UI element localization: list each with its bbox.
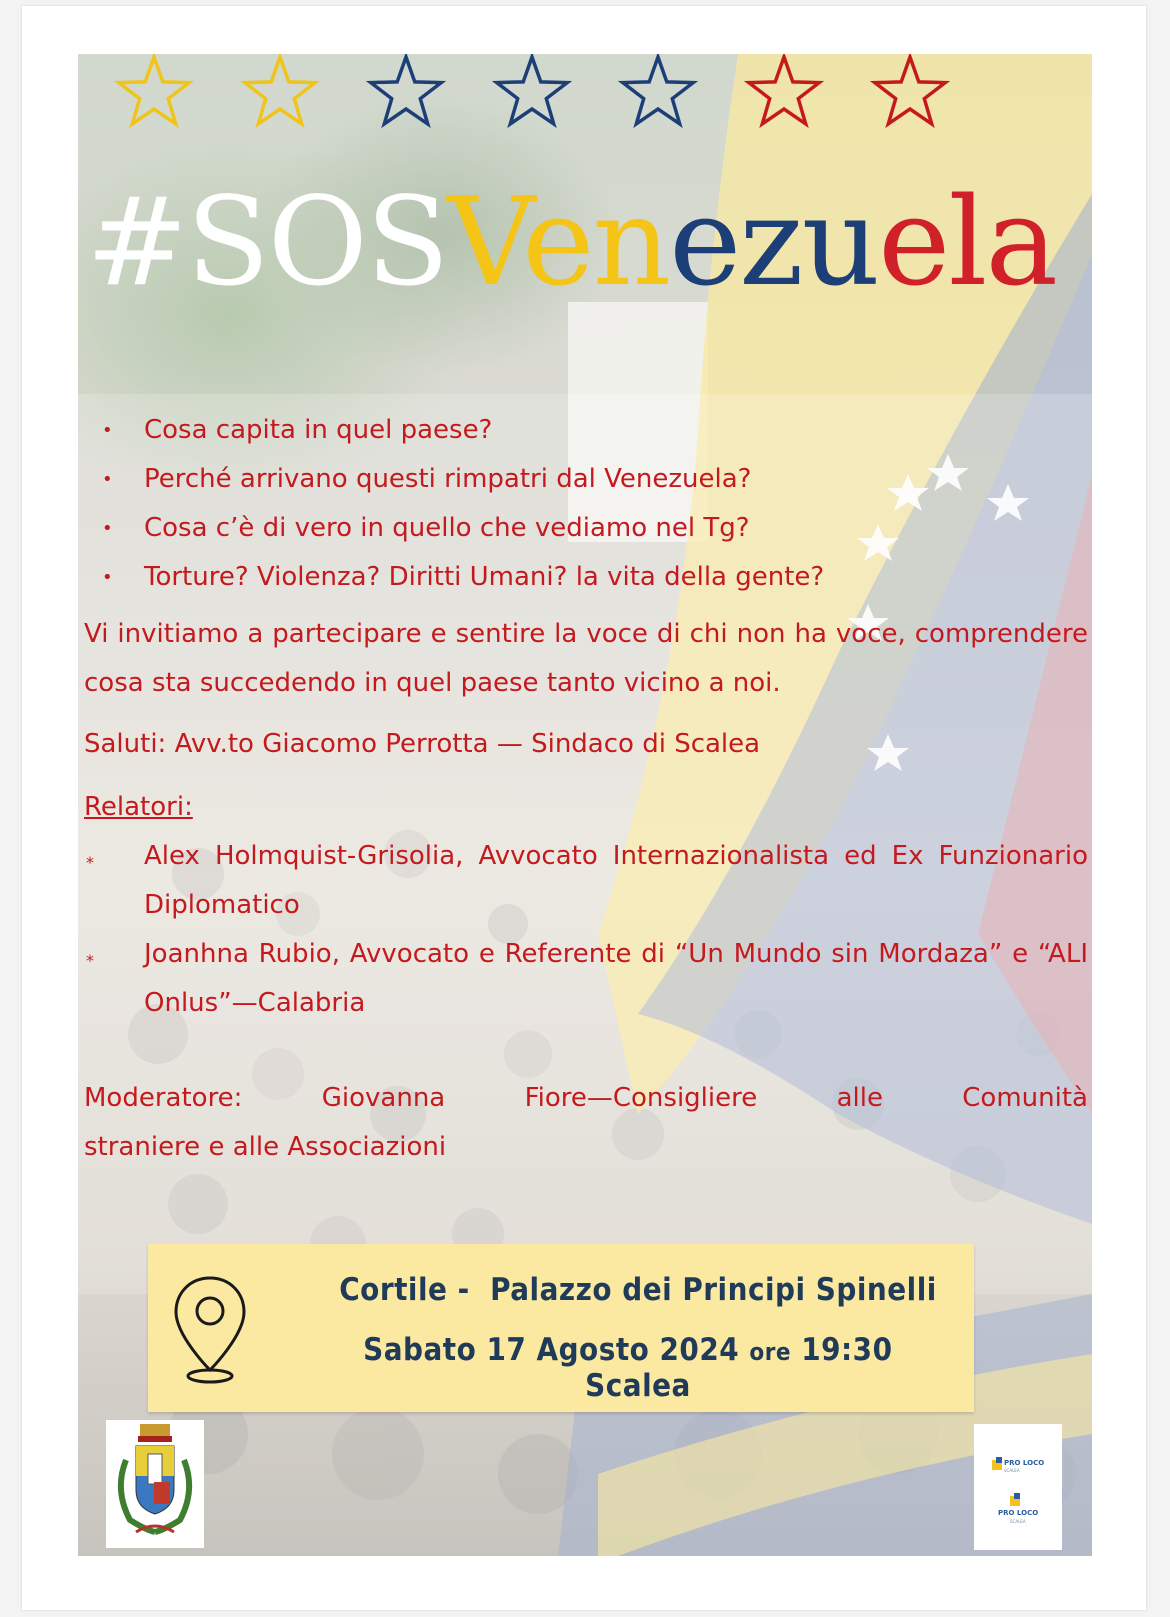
main-content (84, 406, 1088, 1172)
event-datetime (318, 1332, 958, 1404)
star-icon (245, 57, 315, 124)
questions-list (84, 406, 1088, 602)
stars-row (108, 54, 988, 134)
relatori-heading: Relatori: (84, 792, 193, 822)
title-venezuela-ven: Ven (447, 171, 670, 313)
event-time: 19:30 (801, 1332, 893, 1368)
list-item: • Torture? Violenza? Diritti Umani? la vita della gente? (84, 553, 1088, 602)
list-item: * Joanhna Rubio, Avvocato e Referente di “Un Mundo sin Mordaza” e “ALI Onlus”—Calabria (84, 930, 1088, 1028)
star-icon (623, 57, 693, 124)
proloco-bottom-sub: SCALEA (1010, 1519, 1026, 1524)
moderatore-line2: straniere e alle Associazioni (84, 1132, 447, 1162)
relatori-list (84, 832, 1088, 1028)
event-info-box (148, 1244, 974, 1412)
title-hash-sos: #SOS (86, 171, 448, 313)
event-ore: ore (749, 1338, 791, 1366)
title-venezuela-ela: ela (878, 171, 1057, 313)
moderatore-word: alle (836, 1083, 883, 1113)
list-item: • Cosa c’è di vero in quello che vediamo nel Tg? (84, 504, 1088, 553)
star-icon (875, 57, 945, 124)
event-city: Scalea (585, 1368, 691, 1404)
page (22, 6, 1146, 1610)
star-icon (749, 57, 819, 124)
moderatore-word: Comunità (962, 1083, 1088, 1113)
list-item: • Cosa capita in quel paese? (84, 406, 1088, 455)
list-item: • Perché arrivano questi rimpatri dal Venezuela? (84, 455, 1088, 504)
star-icon (497, 57, 567, 124)
moderatore-word: Fiore—Consigliere (524, 1083, 758, 1113)
moderatore-word: Moderatore: (84, 1083, 243, 1113)
map-pin-icon (170, 1274, 250, 1386)
saluti-line: Saluti: Avv.to Giacomo Perrotta — Sindaco di Scalea (84, 729, 761, 759)
event-date: Sabato 17 Agosto 2024 (363, 1332, 740, 1368)
pro-loco-logo (974, 1424, 1062, 1550)
proloco-top-sub: SCALEA (1004, 1468, 1020, 1473)
moderatore-block (84, 1074, 1088, 1172)
title-venezuela-ezu: ezu (669, 171, 879, 313)
list-item: * Alex Holmquist-Grisolia, Avvocato Internazionalista ed Ex Funzionario Diplomatico (84, 832, 1088, 930)
poster (78, 54, 1092, 1556)
event-venue: Cortile - Palazzo dei Principi Spinelli (339, 1272, 937, 1308)
invite-paragraph: Vi invitiamo a partecipare e sentire la voce di chi non ha voce, comprendere cosa sta succedendo in quel paese tanto vicino a noi. (84, 619, 1088, 698)
scalea-coat-of-arms-logo (106, 1420, 204, 1548)
proloco-top-name: PRO LOCO (1004, 1459, 1045, 1467)
page-title (86, 172, 1056, 312)
star-icon (119, 57, 189, 124)
proloco-bottom-name: PRO LOCO (998, 1509, 1039, 1517)
star-icon (371, 57, 441, 124)
moderatore-word: Giovanna (321, 1083, 446, 1113)
